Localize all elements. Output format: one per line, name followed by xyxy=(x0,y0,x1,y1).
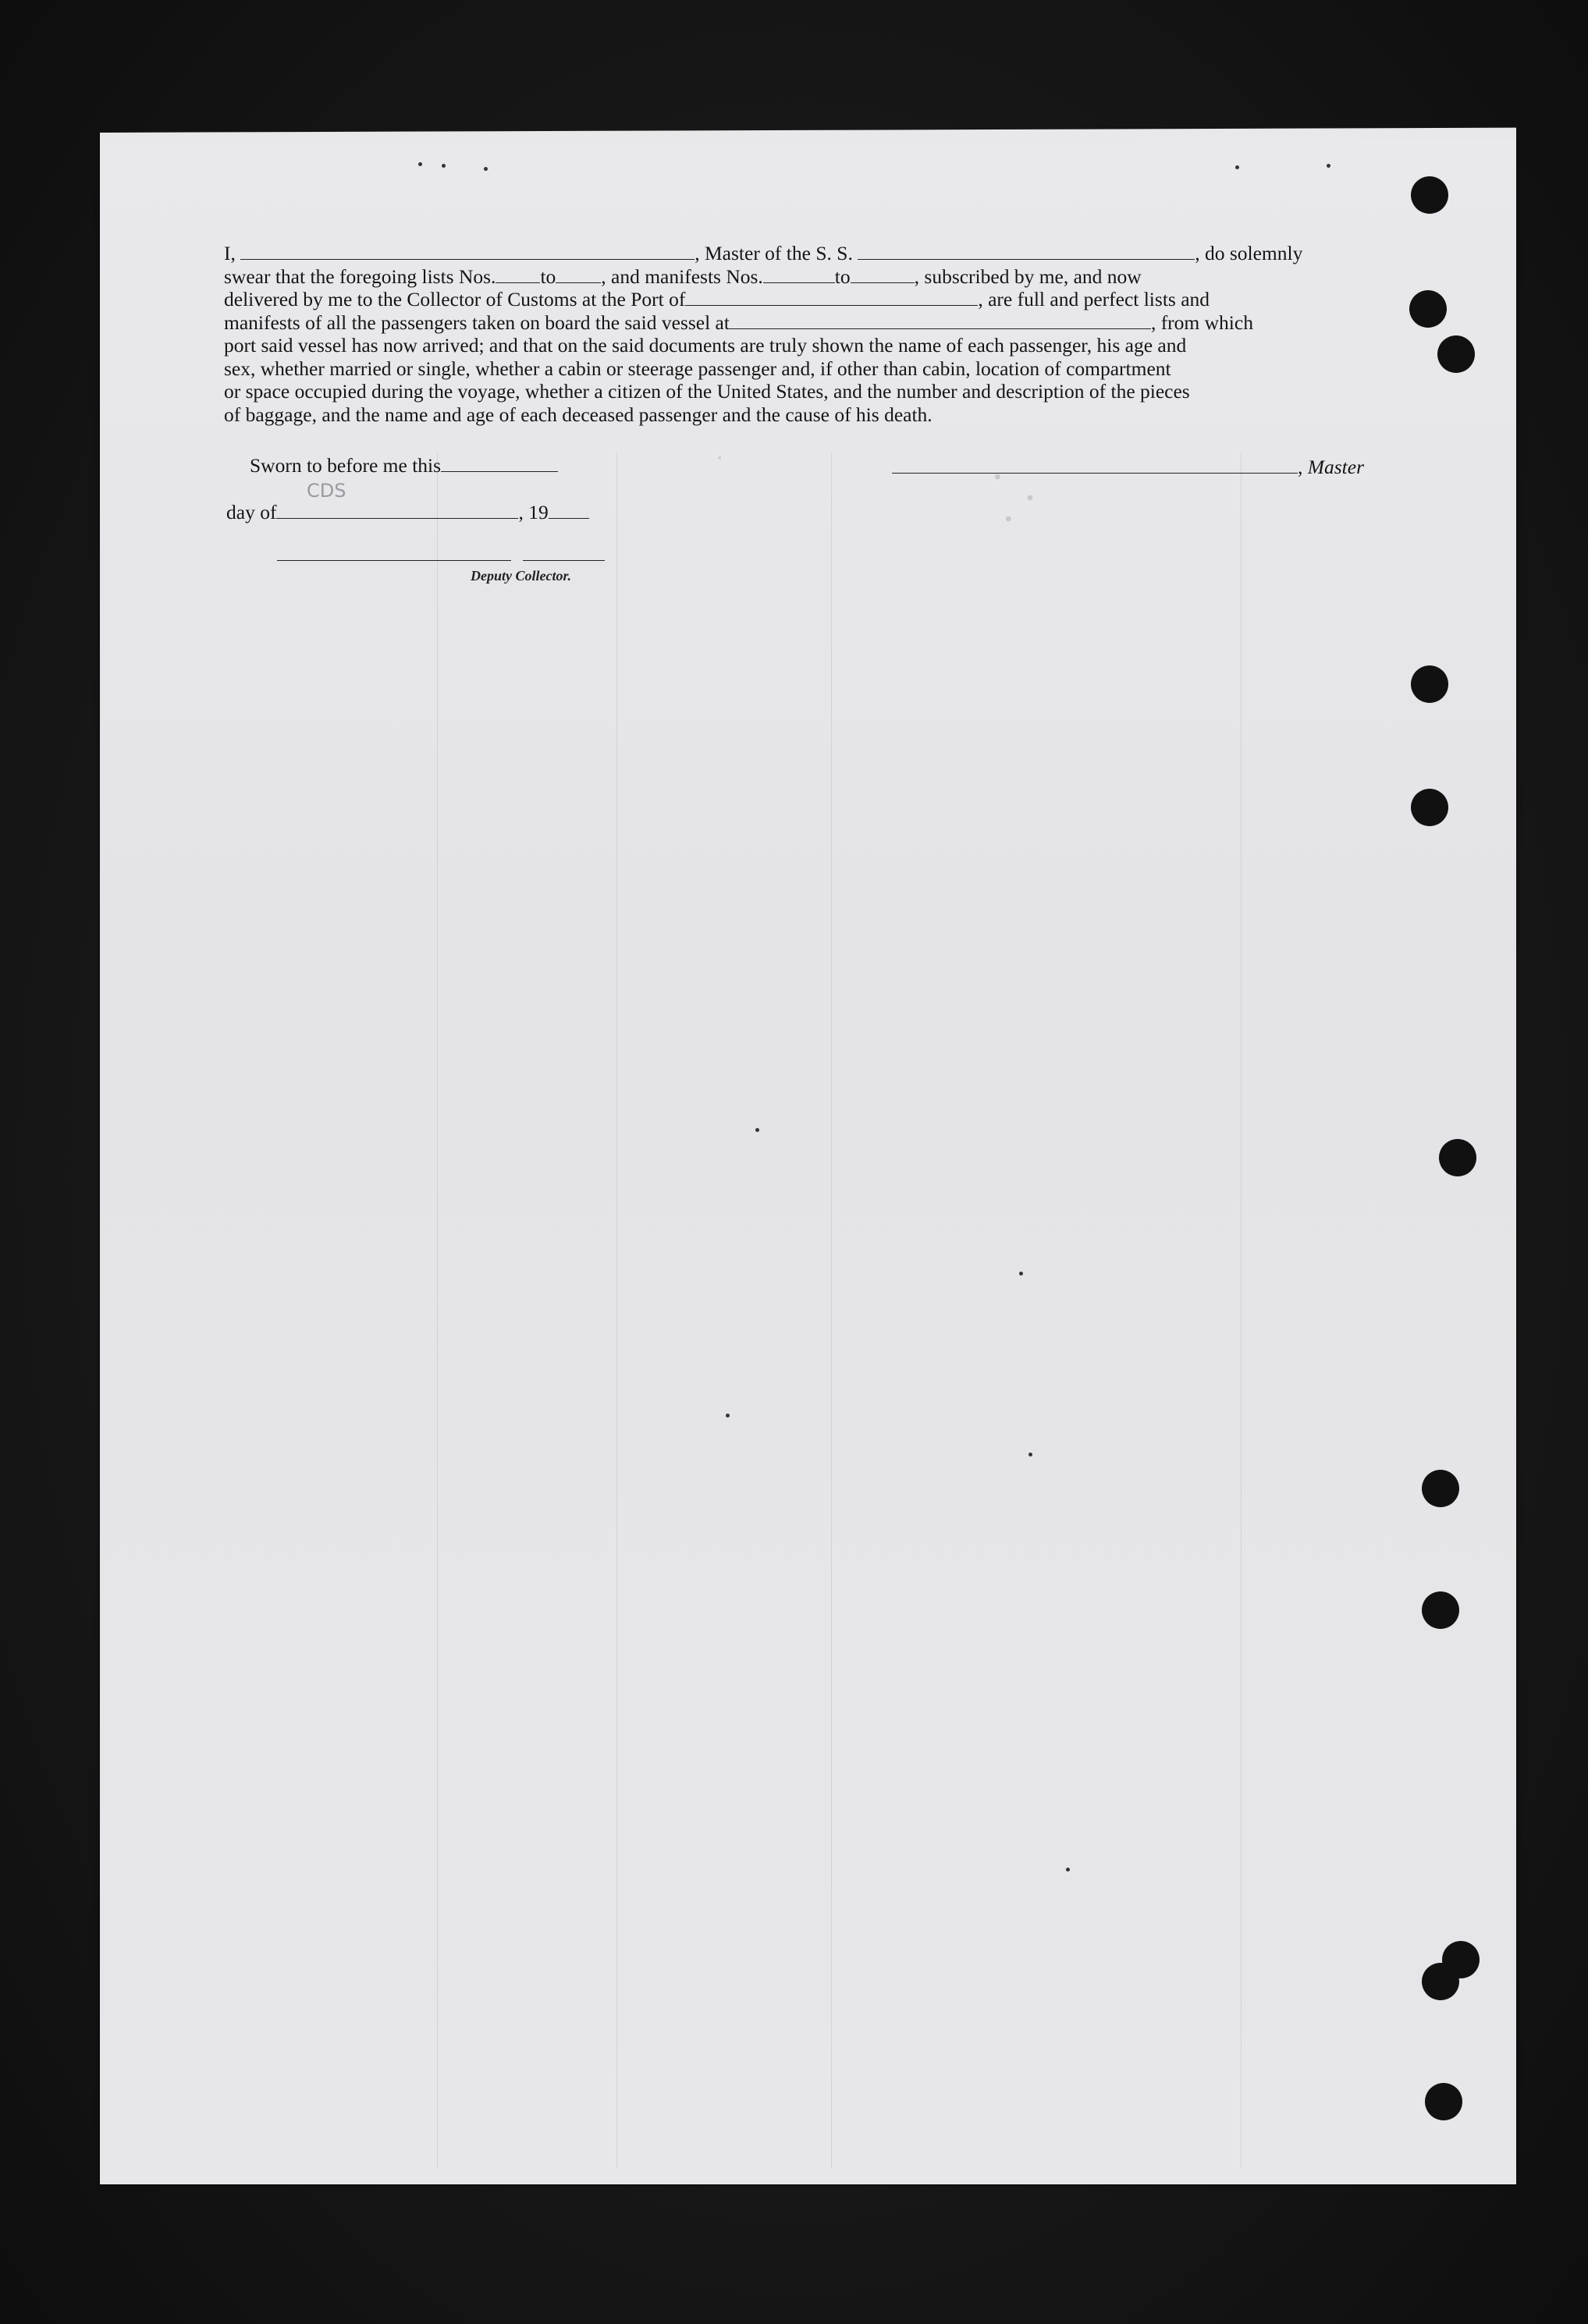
port-blank[interactable] xyxy=(685,291,978,306)
manifest-from-blank[interactable] xyxy=(763,268,835,283)
list-from-blank[interactable] xyxy=(496,268,540,283)
oath-line-1: I, , Master of the S. S. , do solemnly xyxy=(224,242,1303,264)
bleed-through-text: • • • xyxy=(992,468,1036,530)
punch-hole xyxy=(1411,176,1448,214)
punch-hole xyxy=(1411,665,1448,703)
speck xyxy=(442,164,446,168)
bleed-through-text: · xyxy=(671,449,726,469)
punch-hole xyxy=(1411,789,1448,826)
speck xyxy=(418,162,422,166)
sworn-line: Sworn to before me this xyxy=(250,454,558,477)
master-name-blank[interactable] xyxy=(240,245,695,260)
oath-line-7: or space occupied during the voyage, whether a citizen of the United States, and the number and description of the pieces xyxy=(224,380,1190,403)
list-to-blank[interactable] xyxy=(556,268,601,283)
document-sheet xyxy=(100,139,1516,2184)
sworn-day-blank[interactable] xyxy=(441,457,558,472)
speck xyxy=(1028,1453,1032,1456)
deputy-signature-blank[interactable] xyxy=(277,560,511,561)
punch-hole xyxy=(1409,290,1447,328)
faint-stamp: CDS xyxy=(307,480,346,502)
oath-line-2: swear that the foregoing lists Nos. to , and manifests Nos. to , subscribed by me, and now xyxy=(224,264,1142,288)
punch-hole xyxy=(1439,1139,1476,1176)
speck xyxy=(484,167,488,171)
speck xyxy=(1327,164,1330,168)
master-signature-line: , Master xyxy=(892,456,1364,479)
embark-port-blank[interactable] xyxy=(730,314,1151,329)
bleed-column-line xyxy=(1241,452,1242,2169)
day-of-line: day of , 19 xyxy=(226,501,589,524)
punch-hole xyxy=(1425,2083,1462,2120)
bleed-column-line xyxy=(616,452,617,2169)
deputy-signature-blank-2[interactable] xyxy=(523,560,605,561)
punch-hole xyxy=(1437,335,1475,373)
punch-hole xyxy=(1422,1963,1459,2000)
bleed-column-line xyxy=(437,452,438,2169)
master-signature-blank[interactable] xyxy=(892,459,1298,474)
speck xyxy=(1019,1272,1023,1276)
oath-line-6: sex, whether married or single, whether a cabin or steerage passenger and, if other than cabin, location of compartment xyxy=(224,357,1171,380)
year-blank[interactable] xyxy=(549,504,589,519)
punch-hole xyxy=(1422,1591,1459,1629)
speck xyxy=(1235,165,1239,169)
punch-hole xyxy=(1422,1470,1459,1507)
speck xyxy=(726,1414,730,1417)
manifest-to-blank[interactable] xyxy=(851,268,915,283)
speck xyxy=(1066,1868,1070,1872)
speck xyxy=(755,1128,759,1132)
oath-line-3: delivered by me to the Collector of Customs at the Port of , are full and perfect lists and xyxy=(224,288,1210,310)
deputy-collector-label: Deputy Collector. xyxy=(471,568,571,584)
oath-line-8: of baggage, and the name and age of each deceased passenger and the cause of his death. xyxy=(224,403,933,426)
vessel-name-blank[interactable] xyxy=(858,245,1195,260)
month-blank[interactable] xyxy=(276,504,518,519)
oath-line-5: port said vessel has now arrived; and that on the said documents are truly shown the name of each passenger, his age and xyxy=(224,334,1187,357)
bleed-column-line xyxy=(831,452,832,2169)
oath-line-4: manifests of all the passengers taken on board the said vessel at , from which xyxy=(224,310,1253,334)
